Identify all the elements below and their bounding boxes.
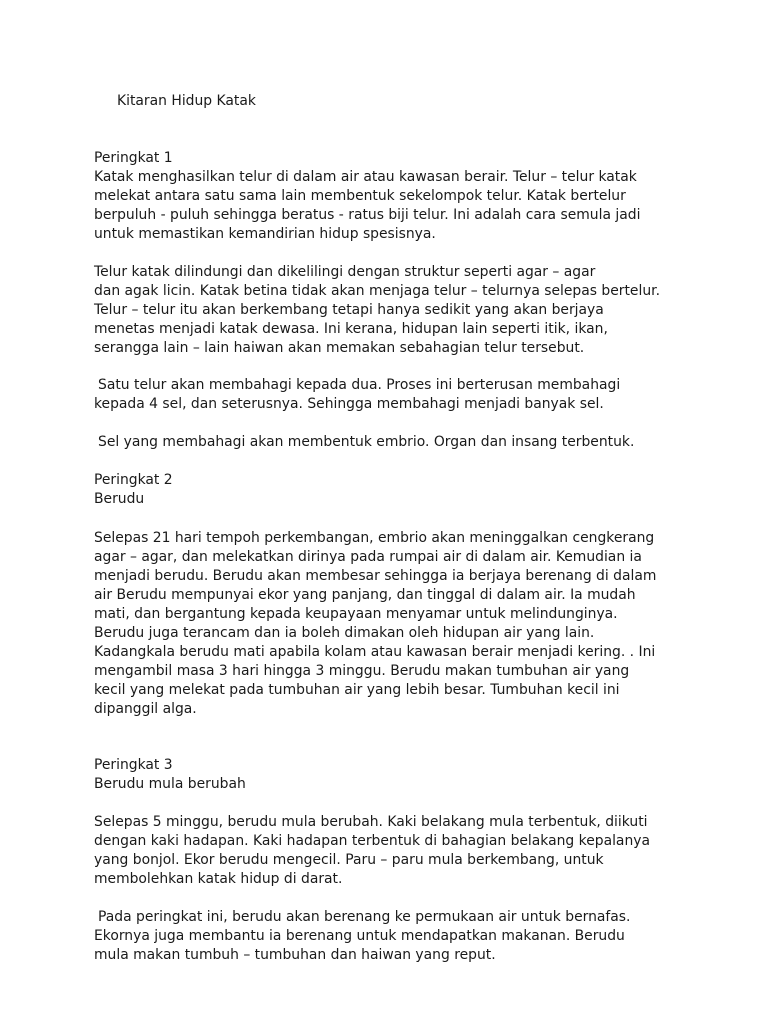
text-line: dipanggil alga. [94,701,197,717]
text-line: dan agak licin. Katak betina tidak akan menjaga telur – telurnya selepas bertelur. [94,283,660,299]
text-line: untuk memastikan kemandirian hidup spesisnya. [94,226,436,242]
text-line: kepada 4 sel, dan seterusnya. Sehingga membahagi menjadi banyak sel. [94,396,604,412]
text-line: Selepas 5 minggu, berudu mula berubah. Kaki belakang mula terbentuk, diikuti [94,814,648,830]
text-line: dengan kaki hadapan. Kaki hadapan terbentuk di bahagian belakang kepalanya [94,833,650,849]
text-line: menjadi berudu. Berudu akan membesar sehingga ia berjaya berenang di dalam [94,568,657,584]
text-line: Satu telur akan membahagi kepada dua. Proses ini berterusan membahagi [98,377,621,393]
text-line: Pada peringkat ini, berudu akan berenang ke permukaan air untuk bernafas. [98,909,631,925]
text-line: Selepas 21 hari tempoh perkembangan, embrio akan meninggalkan cengkerang [94,530,655,546]
text-line: kecil yang melekat pada tumbuhan air yang lebih besar. Tumbuhan kecil ini [94,682,620,698]
text-line: air Berudu mempunyai ekor yang panjang, dan tinggal di dalam air. Ia mudah [94,587,636,603]
section-heading: Peringkat 3 [94,757,173,773]
section-heading: Peringkat 1 [94,150,173,166]
text-line: Berudu juga terancam dan ia boleh dimakan oleh hidupan air yang lain. [94,625,595,641]
text-line: mengambil masa 3 hari hingga 3 minggu. Berudu makan tumbuhan air yang [94,663,630,679]
text-line: membolehkan katak hidup di darat. [94,871,343,887]
text-line: Ekornya juga membantu ia berenang untuk mendapatkan makanan. Berudu [94,928,625,944]
text-line: menetas menjadi katak dewasa. Ini kerana, hidupan lain seperti itik, ikan, [94,321,608,337]
section-subheading: Berudu mula berubah [94,776,246,792]
text-line: Katak menghasilkan telur di dalam air atau kawasan berair. Telur – telur katak [94,169,637,185]
document-title: Kitaran Hidup Katak [117,93,256,109]
text-line: serangga lain – lain haiwan akan memakan sebahagian telur tersebut. [94,340,585,356]
text-line: mati, dan bergantung kepada keupayaan menyamar untuk melindunginya. [94,606,618,622]
section-heading: Peringkat 2 [94,472,173,488]
text-line: Telur – telur itu akan berkembang tetapi hanya sedikit yang akan berjaya [94,302,604,318]
text-line: Telur katak dilindungi dan dikelilingi dengan struktur seperti agar – agar [94,264,596,280]
text-line: Kadangkala berudu mati apabila kolam atau kawasan berair menjadi kering. . Ini [94,644,656,660]
text-line: melekat antara satu sama lain membentuk sekelompok telur. Katak bertelur [94,188,626,204]
text-line: mula makan tumbuh – tumbuhan dan haiwan yang reput. [94,947,496,963]
text-line: Sel yang membahagi akan membentuk embrio. Organ dan insang terbentuk. [98,434,635,450]
section-subheading: Berudu [94,491,145,507]
text-line: yang bonjol. Ekor berudu mengecil. Paru – paru mula berkembang, untuk [94,852,604,868]
text-line: agar – agar, dan melekatkan dirinya pada rumpai air di dalam air. Kemudian ia [94,549,642,565]
text-line: berpuluh - puluh sehingga beratus - ratus biji telur. Ini adalah cara semula jadi [94,207,641,223]
